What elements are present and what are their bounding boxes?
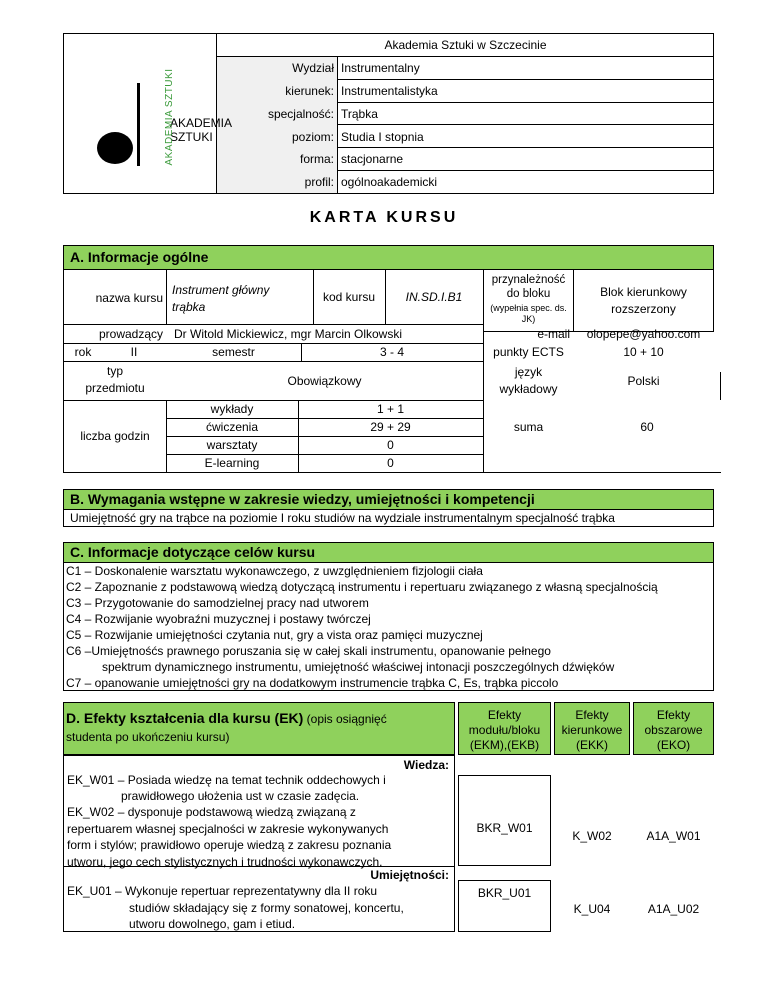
section-c-title: C. Informacje dotyczące celów kursu [70, 544, 316, 561]
u01-l2: studiów składający się z formy sonatowej, koncertu, [129, 900, 404, 915]
w02-l3: form i stylów; prawidłowo operuje wiedzą z zakresu poznania [67, 838, 392, 852]
header-row-label: profil: [304, 175, 334, 190]
w02-text [67, 804, 452, 870]
przynaleznosc-label [484, 273, 573, 325]
u01-text [67, 883, 452, 933]
header-row-value: Instrumentalny [341, 61, 420, 76]
section-d-title: D. Efekty kształcenia dla kursu (EK) [66, 710, 304, 726]
logo-text-rotated [164, 64, 178, 170]
semestr-value: 3 - 4 [379, 344, 404, 359]
header-row-value: Instrumentalistyka [341, 84, 438, 98]
nazwa-kursu-value [172, 282, 312, 316]
w02-l4: utworu, jego cech stylistycznych i trudności wykonawczych. [67, 854, 383, 869]
header-row-value: ogólnoakademicki [341, 175, 438, 190]
u01-l3: utworu dowolnego, gam i etiud. [129, 917, 296, 931]
godziny-row-label: wykłady [210, 401, 254, 416]
d-col2-label [554, 708, 630, 753]
w01-text [67, 772, 452, 804]
d-col1-l1: Efekty [487, 708, 522, 722]
section-c-line: C2 – Zapoznanie z podstawową wiedzą dotyczącą instrumentu i repertuaru związanego z własną specjalnością [66, 580, 658, 594]
jezyk-line-2: wykładowy [499, 382, 558, 396]
u01-l1: EK_U01 – Wykonuje repertuar reprezentatywny dla II roku [67, 884, 378, 898]
header-row-label: Wydział [292, 61, 334, 76]
przynaleznosc-line-2: do bloku [506, 288, 551, 300]
section-c-line: C3 – Przygotowanie do samodzielnej pracy nad utworem [66, 596, 369, 610]
w-eko: A1A_W01 [646, 828, 701, 843]
section-c-line: C6 –Umiejętnośćs prawnego poruszania się w całej skali instrumentu, opanowanie pełnego [66, 644, 551, 658]
godziny-row-value: 0 [387, 455, 394, 470]
blok-line-1: Blok kierunkowy [600, 285, 687, 299]
prowadzacy-value: Dr Witold Mickiewicz, mgr Marcin Olkowski [174, 326, 403, 341]
d-col3-l2: obszarowe [644, 723, 703, 737]
section-d-note-2: studenta po ukończeniu kursu) [66, 730, 230, 744]
d-col3-l1: Efekty [656, 708, 691, 722]
kod-kursu-value: IN.SD.I.B1 [405, 289, 463, 304]
blok-value [574, 284, 713, 318]
jezyk-label [484, 364, 573, 398]
kod-kursu-label: kod kursu [322, 289, 376, 304]
header-row-label: forma: [299, 152, 334, 167]
godziny-row-label: E-learning [204, 455, 260, 470]
section-c-line: C5 – Rozwijanie umiejętności czytania nut, gry a vista oraz pamięci muzycznej [66, 628, 483, 642]
blok-line-2: rozszerzony [611, 302, 676, 316]
nazwa-kursu-line-1: Instrument główny [172, 283, 270, 297]
jezyk-line-1: język [514, 365, 543, 379]
section-a-title: A. Informacje ogólne [70, 249, 209, 266]
academy-name: Akademia Sztuki w Szczecinie [384, 37, 547, 52]
jezyk-value: Polski [627, 373, 660, 388]
nazwa-kursu-label: nazwa kursu [95, 290, 163, 305]
section-d-title-block [66, 709, 451, 746]
u-eko: A1A_U02 [647, 901, 700, 916]
typ-value: Obowiązkowy [287, 373, 362, 388]
ects-label: punkty ECTS [493, 344, 564, 359]
page-title: KARTA KURSU [309, 209, 459, 227]
d-col3-l3: (EKO) [656, 738, 691, 752]
section-c-line: C1 – Doskonalenie warsztatu wykonawczego, z uwzględnieniem fizjologii ciała [66, 564, 483, 578]
d-col1-l2: modułu/bloku [468, 723, 541, 737]
nazwa-kursu-line-2: trąbka [172, 300, 206, 314]
umiej-label: Umiejętności: [370, 867, 449, 882]
section-c-line: spektrum dynamicznego instrumentu, umiejętność właściwej intonacji poszczególnych dźwięków [102, 660, 615, 674]
godziny-row-value: 1 + 1 [376, 401, 405, 416]
w02-l1: EK_W02 – dysponuje podstawową wiedzą związaną z [67, 805, 356, 819]
godziny-row-value: 29 + 29 [370, 419, 411, 434]
prowadzacy-label: prowadzący [98, 326, 163, 341]
header-row-label: specjalność: [267, 106, 334, 121]
w-ekk: K_W02 [572, 828, 612, 843]
d-col2-l2: kierunkowe [561, 723, 623, 737]
suma-value: 60 [640, 419, 654, 434]
w01-l1: EK_W01 – Posiada wiedzę na temat technik oddechowych i [67, 773, 386, 787]
przynaleznosc-line-1: przynależność [491, 274, 566, 286]
rok-label: rok [74, 344, 92, 359]
d-col1-label [458, 708, 551, 753]
header-row-label: poziom: [291, 129, 334, 144]
d-col3-label [633, 708, 714, 753]
email-value: olopepe@yahoo.com [586, 326, 701, 341]
semestr-label: semestr [212, 344, 255, 359]
header-row-value: Trąbka [341, 106, 378, 121]
w-ekm: BKR_W01 [476, 820, 533, 835]
ects-value: 10 + 10 [623, 344, 664, 359]
przynaleznosc-note: (wypełnia spec. ds. JK) [490, 303, 567, 324]
section-d-note-1: (opis osiągnięć [306, 712, 387, 726]
typ-line-1: typ [106, 364, 123, 378]
header-row-label: kierunek: [285, 84, 334, 98]
section-c-line: C4 – Rozwijanie wyobraźni muzycznej i postawy twórczej [66, 612, 371, 626]
typ-label [64, 363, 166, 397]
header-row-value: Studia I stopnia [341, 129, 424, 144]
header-row-value: stacjonarne [341, 152, 404, 167]
u-ekm: BKR_U01 [477, 885, 532, 900]
godziny-row-label: ćwiczenia [205, 419, 259, 434]
typ-line-2: przedmiotu [85, 381, 145, 395]
email-label: e-mail [537, 326, 570, 341]
suma-label: suma [513, 419, 544, 434]
u-ekk: K_U04 [573, 901, 611, 916]
d-col1-l3: (EKM),(EKB) [469, 738, 540, 752]
d-col2-l1: Efekty [575, 708, 609, 722]
rok-value: II [130, 344, 138, 359]
logo-text-label: AKADEMIA SZTUKI [164, 68, 175, 166]
section-b-text: Umiejętność gry na trąbce na poziomie I roku studiów na wydziale instrumentalnym specjalność trąbka [70, 510, 615, 525]
godziny-row-value: 0 [387, 437, 394, 452]
section-c-line: C7 – opanowanie umiejętności gry na dodatkowym instrumencie trąbka C, Es, trąbka piccolo [66, 676, 559, 690]
w02-l2: repertuarem własnej specjalności w zakresie wykonywanych [67, 821, 389, 836]
godziny-label: liczba godzin [80, 429, 150, 444]
godziny-row-label: warsztaty [206, 437, 258, 452]
w01-l2: prawidłowego ułożenia ust w czasie zadęcia. [121, 789, 360, 803]
section-b-title: B. Wymagania wstępne w zakresie wiedzy, umiejętności i kompetencji [70, 491, 535, 508]
d-col2-l3: (EKK) [575, 738, 608, 752]
wiedza-label: Wiedza: [403, 757, 449, 772]
